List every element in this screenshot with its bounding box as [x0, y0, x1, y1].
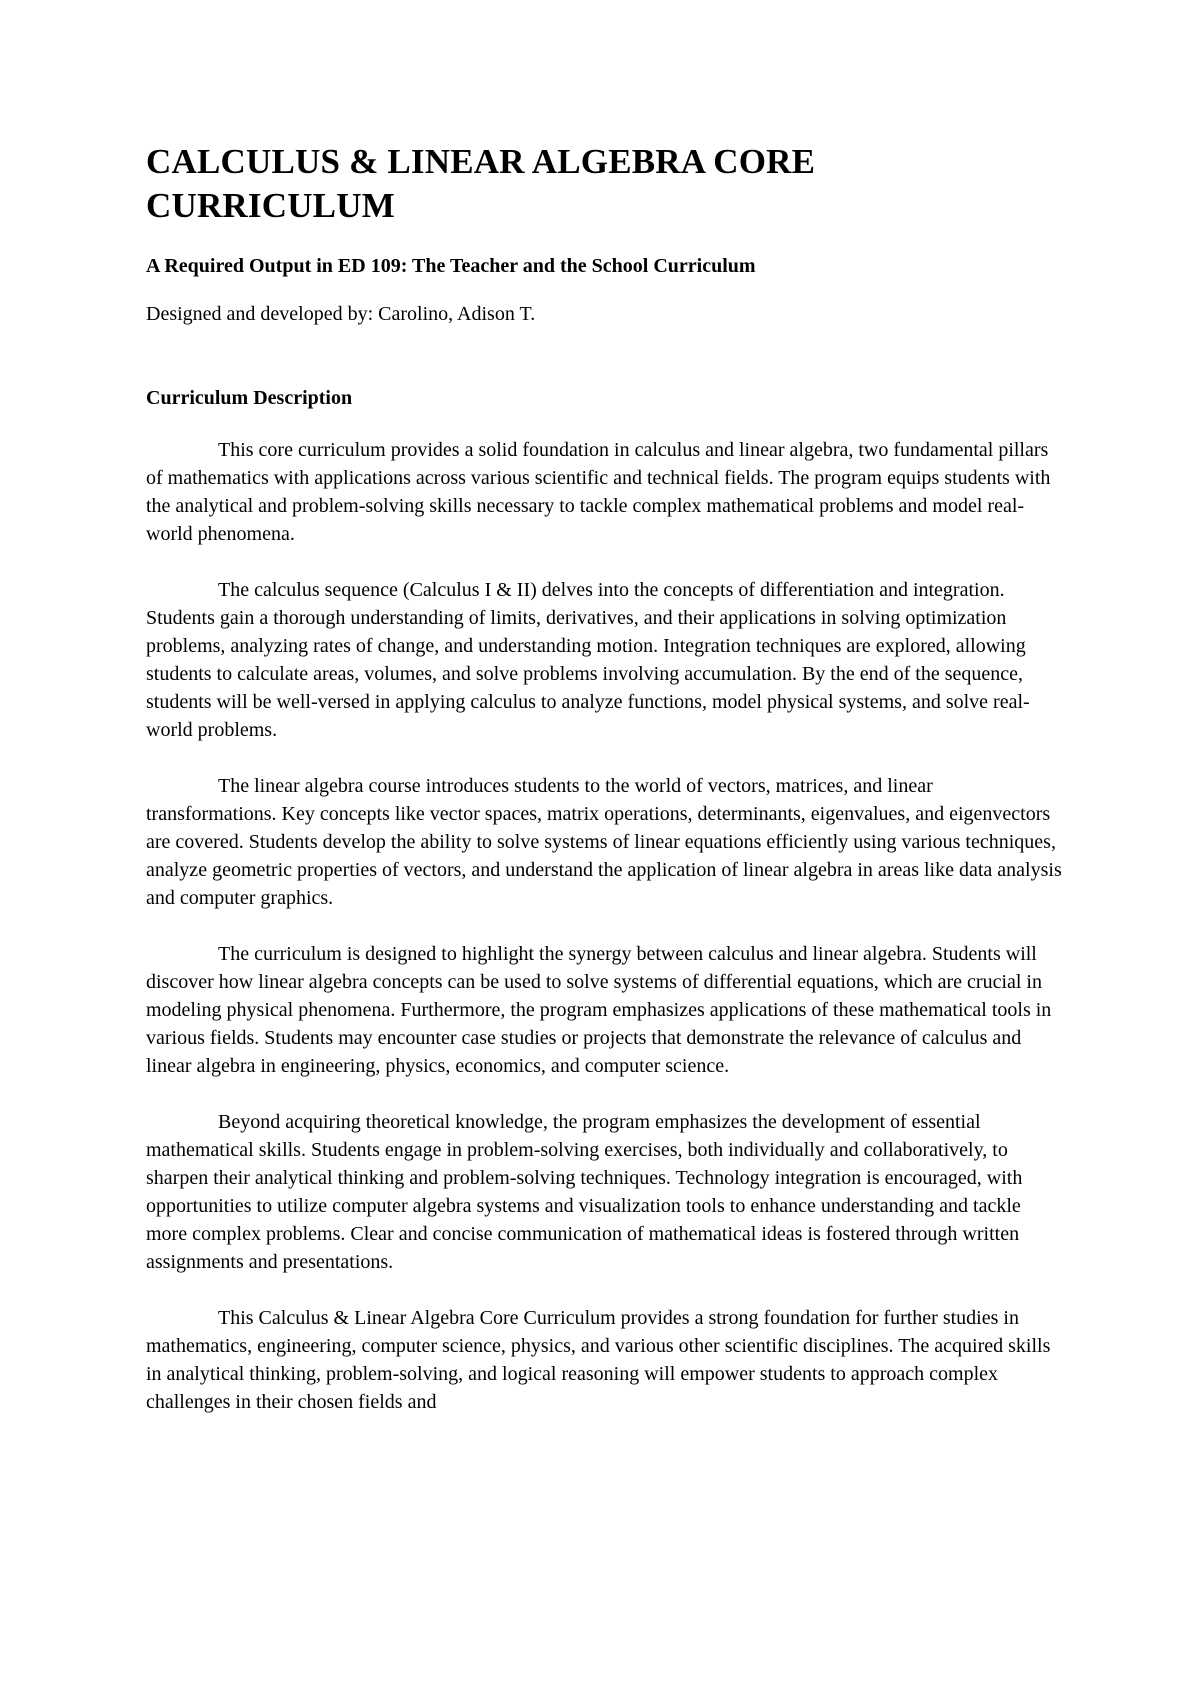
body-text	[146, 436, 1066, 1416]
section-heading: Curriculum Description	[146, 387, 353, 409]
paragraph-3: The linear algebra course introduces students to the world of vectors, matrices, and linear transformations. Key concepts like vector spaces, matrix operations, determinants, eigenvalues, and eigenvectors are covered. Students develop the ability to solve systems of linear equations efficiently using various techniques, analyze geometric properties of vectors, and understand the application of linear algebra in areas like data analysis and computer graphics.	[146, 775, 1062, 909]
document-subtitle: A Required Output in ED 109: The Teacher and the School Curriculum	[146, 255, 756, 277]
paragraph-5: Beyond acquiring theoretical knowledge, the program emphasizes the development of essential mathematical skills. Students engage in problem-solving exercises, both individually and collaboratively, to sharpen their analytical thinking and problem-solving techniques. Technology integration is encouraged, with opportunities to utilize computer algebra systems and visualization tools to enhance understanding and tackle more complex problems. Clear and concise communication of mathematical ideas is fostered through written assignments and presentations.	[146, 1111, 1023, 1273]
document-page	[146, 140, 1066, 1444]
document-title: CALCULUS & LINEAR ALGEBRA CORE CURRICULUM	[146, 142, 816, 225]
paragraph-4: The curriculum is designed to highlight the synergy between calculus and linear algebra. Students will discover how linear algebra concepts can be used to solve systems of differential equations, which are crucial in modeling physical phenomena. Furthermore, the program emphasizes applications of these mathematical tools in various fields. Students may encounter case studies or projects that demonstrate the relevance of calculus and linear algebra in engineering, physics, economics, and computer science.	[146, 943, 1052, 1077]
paragraph-1: This core curriculum provides a solid foundation in calculus and linear algebra, two fundamental pillars of mathematics with applications across various scientific and technical fields. The program equips students with the analytical and problem-solving skills necessary to tackle complex mathematical problems and model real-world phenomena.	[146, 439, 1051, 545]
paragraph-6: This Calculus & Linear Algebra Core Curriculum provides a strong foundation for further studies in mathematics, engineering, computer science, physics, and various other scientific disciplines. The acquired skills in analytical thinking, problem-solving, and logical reasoning will empower students to approach complex challenges in their chosen fields and	[146, 1307, 1051, 1413]
paragraph-2: The calculus sequence (Calculus I & II) delves into the concepts of differentiation and integration. Students gain a thorough understanding of limits, derivatives, and their applications in solving optimization problems, analyzing rates of change, and understanding motion. Integration techniques are explored, allowing students to calculate areas, volumes, and solve problems involving accumulation. By the end of the sequence, students will be well-versed in applying calculus to analyze functions, model physical systems, and solve real-world problems.	[146, 579, 1030, 741]
author-line: Designed and developed by: Carolino, Adison T.	[146, 303, 536, 325]
